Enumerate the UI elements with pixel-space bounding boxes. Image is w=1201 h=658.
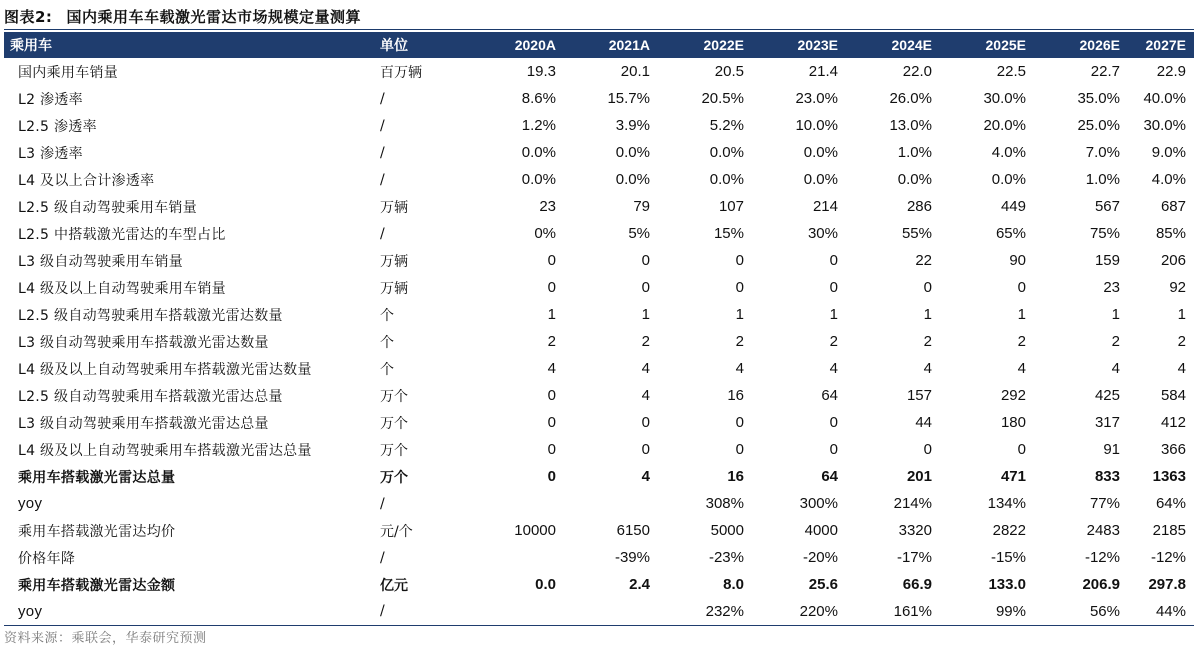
value-cell: 2	[1111, 333, 1120, 350]
value-cell: 0	[547, 414, 556, 431]
row-unit: 万辆	[380, 280, 408, 297]
value-cell: 3320	[898, 522, 932, 539]
value-cell: 292	[1000, 387, 1026, 404]
value-cell: 1	[1177, 306, 1186, 323]
value-cell: 1	[1017, 306, 1026, 323]
row-unit: /	[380, 171, 385, 188]
value-cell: 2	[641, 333, 650, 350]
value-cell: 5%	[628, 225, 650, 242]
table-row	[4, 139, 1194, 166]
row-unit: /	[380, 90, 385, 107]
table-row	[4, 274, 1194, 301]
header-year: 2027E	[1145, 37, 1186, 53]
value-cell: 300%	[799, 495, 838, 512]
value-cell: 1	[923, 306, 932, 323]
value-cell: 64	[821, 387, 838, 404]
value-cell: 23.0%	[795, 90, 838, 107]
value-cell: 23	[539, 198, 556, 215]
row-label: L4 及以上合计渗透率	[18, 172, 155, 189]
value-cell: -23%	[708, 549, 744, 566]
row-label: 乘用车搭载激光雷达金额	[18, 577, 176, 594]
table-row	[4, 382, 1194, 409]
value-cell: 0	[1017, 279, 1026, 296]
value-cell: 66.9	[902, 576, 932, 593]
row-unit: 万个	[380, 469, 408, 486]
value-cell: 64%	[1155, 495, 1186, 512]
value-cell: 92	[1169, 279, 1186, 296]
value-cell: 4	[641, 360, 650, 377]
value-cell: 64	[821, 468, 838, 485]
value-cell: 220%	[752, 598, 846, 625]
value-cell: 0.0	[535, 576, 556, 593]
value-cell: 1363	[1152, 468, 1186, 485]
value-cell: 65%	[995, 225, 1026, 242]
value-cell: 16	[727, 387, 744, 404]
value-cell: 1	[829, 306, 838, 323]
value-cell: 2822	[992, 522, 1026, 539]
value-cell: 4	[1111, 360, 1120, 377]
row-label: L2.5 级自动驾驶乘用车搭载激光雷达数量	[18, 307, 283, 324]
row-unit: 万辆	[380, 199, 408, 216]
value-cell: 0.0%	[991, 171, 1026, 188]
value-cell	[564, 490, 658, 517]
value-cell: 471	[1000, 468, 1026, 485]
table-row	[4, 517, 1194, 544]
value-cell: 91	[1103, 441, 1120, 458]
value-cell: 21.4	[808, 63, 838, 80]
value-cell: 22.5	[996, 63, 1026, 80]
value-cell: 25.6	[808, 576, 838, 593]
value-cell: 30.0%	[983, 90, 1026, 107]
value-cell: 2	[923, 333, 932, 350]
row-unit: /	[380, 117, 385, 134]
value-cell: -39%	[614, 549, 650, 566]
row-unit: /	[380, 495, 385, 512]
value-cell: 180	[1000, 414, 1026, 431]
value-cell: 2	[547, 333, 556, 350]
row-label: L3 渗透率	[18, 145, 83, 162]
value-cell: 44	[915, 414, 932, 431]
header-unit: 单位	[380, 38, 408, 54]
value-cell: 687	[1160, 198, 1186, 215]
value-cell: 6150	[616, 522, 650, 539]
value-cell: 4	[1017, 360, 1026, 377]
value-cell: 10000	[514, 522, 556, 539]
value-cell: 0	[829, 252, 838, 269]
value-cell: 0	[641, 279, 650, 296]
row-label: 价格年降	[18, 550, 76, 567]
value-cell: 0	[547, 252, 556, 269]
value-cell: 30.0%	[1143, 117, 1186, 134]
table-row	[4, 85, 1194, 112]
value-cell: 0	[547, 468, 556, 485]
value-cell: 5.2%	[709, 117, 744, 134]
row-unit: 百万辆	[380, 64, 422, 81]
table-row	[4, 409, 1194, 436]
table-row	[4, 571, 1194, 598]
value-cell: 2185	[1152, 522, 1186, 539]
value-cell: 85%	[1155, 225, 1186, 242]
value-cell: 99%	[940, 598, 1034, 625]
header-year: 2022E	[703, 37, 744, 53]
value-cell: 584	[1160, 387, 1186, 404]
value-cell: 1.0%	[1085, 171, 1120, 188]
value-cell: 77%	[1089, 495, 1120, 512]
row-label: L2.5 渗透率	[18, 118, 97, 135]
row-unit: 万个	[380, 415, 408, 432]
value-cell: 0	[641, 414, 650, 431]
value-cell: 1	[1111, 306, 1120, 323]
row-unit: 元/个	[380, 523, 413, 540]
value-cell: 317	[1094, 414, 1120, 431]
value-cell: -17%	[896, 549, 932, 566]
value-cell: 30%	[807, 225, 838, 242]
row-unit: /	[380, 549, 385, 566]
value-cell: 8.0	[723, 576, 744, 593]
value-cell: 0	[735, 279, 744, 296]
value-cell: 15%	[713, 225, 744, 242]
row-label: L3 级自动驾驶乘用车销量	[18, 253, 184, 270]
row-unit: /	[374, 598, 474, 625]
value-cell: -12%	[1150, 549, 1186, 566]
value-cell: 1	[735, 306, 744, 323]
row-label: L2 渗透率	[18, 91, 83, 108]
table-row	[4, 166, 1194, 193]
value-cell: 0.0%	[521, 171, 556, 188]
row-unit: /	[380, 144, 385, 161]
value-cell: 90	[1009, 252, 1026, 269]
value-cell: 206	[1160, 252, 1186, 269]
value-cell: 0	[923, 279, 932, 296]
row-label: L4 级及以上自动驾驶乘用车搭载激光雷达总量	[18, 442, 312, 459]
row-label: 乘用车搭载激光雷达总量	[18, 469, 176, 486]
value-cell: 25.0%	[1077, 117, 1120, 134]
table-row	[4, 463, 1194, 490]
value-cell: 4.0%	[1151, 171, 1186, 188]
value-cell: 9.0%	[1151, 144, 1186, 161]
header-row	[4, 32, 1194, 58]
value-cell: 366	[1160, 441, 1186, 458]
value-cell: 412	[1160, 414, 1186, 431]
value-cell: 22.0	[902, 63, 932, 80]
value-cell: 0.0%	[521, 144, 556, 161]
value-cell: 56%	[1034, 598, 1128, 625]
value-cell: 5000	[710, 522, 744, 539]
value-cell: 0	[923, 441, 932, 458]
value-cell: 0.0%	[709, 144, 744, 161]
table-row	[4, 544, 1194, 571]
value-cell: 4	[641, 387, 650, 404]
value-cell: 134%	[987, 495, 1026, 512]
header-year: 2025E	[985, 37, 1026, 53]
table-row	[4, 112, 1194, 139]
table-row	[4, 436, 1194, 463]
row-unit: 个	[380, 307, 394, 324]
table-row	[4, 301, 1194, 328]
value-cell: 0.0%	[803, 171, 838, 188]
title-rule	[4, 29, 1194, 30]
value-cell: 0.0%	[803, 144, 838, 161]
value-cell: 161%	[846, 598, 940, 625]
value-cell: -12%	[1084, 549, 1120, 566]
header-year: 2026E	[1079, 37, 1120, 53]
value-cell: 44%	[1128, 598, 1194, 625]
value-cell: 4	[735, 360, 744, 377]
value-cell: 0.0%	[709, 171, 744, 188]
row-unit: 个	[380, 334, 394, 351]
row-unit: 个	[380, 361, 394, 378]
row-unit: 亿元	[380, 577, 408, 594]
value-cell: 15.7%	[607, 90, 650, 107]
row-label: L3 级自动驾驶乘用车搭载激光雷达数量	[18, 334, 269, 351]
value-cell: 567	[1094, 198, 1120, 215]
value-cell	[474, 598, 564, 625]
value-cell: 23	[1103, 279, 1120, 296]
value-cell: 157	[906, 387, 932, 404]
value-cell: 833	[1094, 468, 1120, 485]
table-row	[4, 220, 1194, 247]
row-label: L4 级及以上自动驾驶乘用车搭载激光雷达数量	[18, 361, 312, 378]
value-cell: 0.0%	[615, 144, 650, 161]
row-label: yoy	[4, 598, 374, 625]
value-cell: 297.8	[1148, 576, 1186, 593]
value-cell: 55%	[901, 225, 932, 242]
value-cell: 2	[1177, 333, 1186, 350]
value-cell: 0	[547, 279, 556, 296]
value-cell: 22	[915, 252, 932, 269]
value-cell: 4000	[804, 522, 838, 539]
value-cell: 1	[641, 306, 650, 323]
value-cell: 214	[812, 198, 838, 215]
value-cell: 449	[1000, 198, 1026, 215]
value-cell: 2	[1017, 333, 1026, 350]
header-year: 2021A	[608, 37, 650, 53]
value-cell: 1.2%	[521, 117, 556, 134]
value-cell: 0	[641, 441, 650, 458]
value-cell: 425	[1094, 387, 1120, 404]
value-cell: -20%	[802, 549, 838, 566]
value-cell: 0	[829, 414, 838, 431]
value-cell: 19.3	[526, 63, 556, 80]
value-cell	[474, 544, 564, 571]
row-unit: 万辆	[380, 253, 408, 270]
table-row	[4, 598, 1194, 625]
header-year: 2023E	[797, 37, 838, 53]
value-cell: 0	[829, 279, 838, 296]
header-year: 2024E	[891, 37, 932, 53]
value-cell: 286	[906, 198, 932, 215]
header-name: 乘用车	[10, 38, 52, 54]
table-row	[4, 58, 1194, 85]
value-cell: 1.0%	[897, 144, 932, 161]
value-cell: 4	[547, 360, 556, 377]
value-cell: 26.0%	[889, 90, 932, 107]
row-label: L4 级及以上自动驾驶乘用车销量	[18, 280, 226, 297]
value-cell: 0	[735, 414, 744, 431]
value-cell: 2483	[1086, 522, 1120, 539]
value-cell: 308%	[705, 495, 744, 512]
value-cell: 20.1	[620, 63, 650, 80]
value-cell: 3.9%	[615, 117, 650, 134]
row-label: 乘用车搭载激光雷达均价	[18, 523, 176, 540]
value-cell: 22.7	[1090, 63, 1120, 80]
value-cell: 35.0%	[1077, 90, 1120, 107]
value-cell: 40.0%	[1143, 90, 1186, 107]
value-cell: 0	[829, 441, 838, 458]
source-note: 资料来源：乘联会，华泰研究预测	[4, 631, 207, 646]
row-label: L2.5 级自动驾驶乘用车销量	[18, 199, 198, 216]
value-cell: 0	[735, 252, 744, 269]
value-cell: 22.9	[1156, 63, 1186, 80]
value-cell: 0	[735, 441, 744, 458]
value-cell: 0	[1017, 441, 1026, 458]
value-cell: 206.9	[1082, 576, 1120, 593]
value-cell: 75%	[1089, 225, 1120, 242]
value-cell	[474, 490, 564, 517]
value-cell	[564, 598, 658, 625]
value-cell: -15%	[990, 549, 1026, 566]
value-cell: 0	[547, 387, 556, 404]
value-cell: 4.0%	[991, 144, 1026, 161]
table-row	[4, 490, 1194, 517]
row-label: yoy	[18, 495, 43, 512]
value-cell: 20.5%	[701, 90, 744, 107]
value-cell: 232%	[658, 598, 752, 625]
table-row	[4, 193, 1194, 220]
value-cell: 13.0%	[889, 117, 932, 134]
value-cell: 133.0	[988, 576, 1026, 593]
figure-title	[4, 6, 361, 27]
value-cell: 201	[906, 468, 932, 485]
header-year: 2020A	[514, 37, 556, 53]
value-cell: 4	[829, 360, 838, 377]
value-cell: 2.4	[629, 576, 650, 593]
table-row	[4, 247, 1194, 274]
value-cell: 7.0%	[1085, 144, 1120, 161]
value-cell: 2	[829, 333, 838, 350]
row-label: L3 级自动驾驶乘用车搭载激光雷达总量	[18, 415, 269, 432]
value-cell: 214%	[893, 495, 932, 512]
value-cell: 79	[633, 198, 650, 215]
value-cell: 2	[735, 333, 744, 350]
row-label: L2.5 中搭载激光雷达的车型占比	[18, 226, 226, 243]
value-cell: 4	[923, 360, 932, 377]
table-row	[4, 355, 1194, 382]
value-cell: 0.0%	[897, 171, 932, 188]
value-cell: 8.6%	[521, 90, 556, 107]
value-cell: 16	[727, 468, 744, 485]
value-cell: 0	[641, 252, 650, 269]
row-label: 国内乘用车销量	[18, 64, 119, 81]
row-label: L2.5 级自动驾驶乘用车搭载激光雷达总量	[18, 388, 283, 405]
figure-title-text: 国内乘用车车载激光雷达市场规模定量测算	[66, 8, 361, 26]
value-cell: 1	[547, 306, 556, 323]
value-cell: 159	[1094, 252, 1120, 269]
value-cell: 0	[547, 441, 556, 458]
figure-label: 图表2:	[4, 8, 53, 26]
value-cell: 20.5	[714, 63, 744, 80]
row-unit: 万个	[380, 442, 408, 459]
row-unit: 万个	[380, 388, 408, 405]
value-cell: 0%	[534, 225, 556, 242]
value-cell: 4	[1177, 360, 1186, 377]
table-row	[4, 328, 1194, 355]
row-unit: /	[380, 225, 385, 242]
estimate-table	[4, 32, 1194, 626]
value-cell: 4	[641, 468, 650, 485]
value-cell: 20.0%	[983, 117, 1026, 134]
value-cell: 0.0%	[615, 171, 650, 188]
value-cell: 10.0%	[795, 117, 838, 134]
value-cell: 107	[718, 198, 744, 215]
